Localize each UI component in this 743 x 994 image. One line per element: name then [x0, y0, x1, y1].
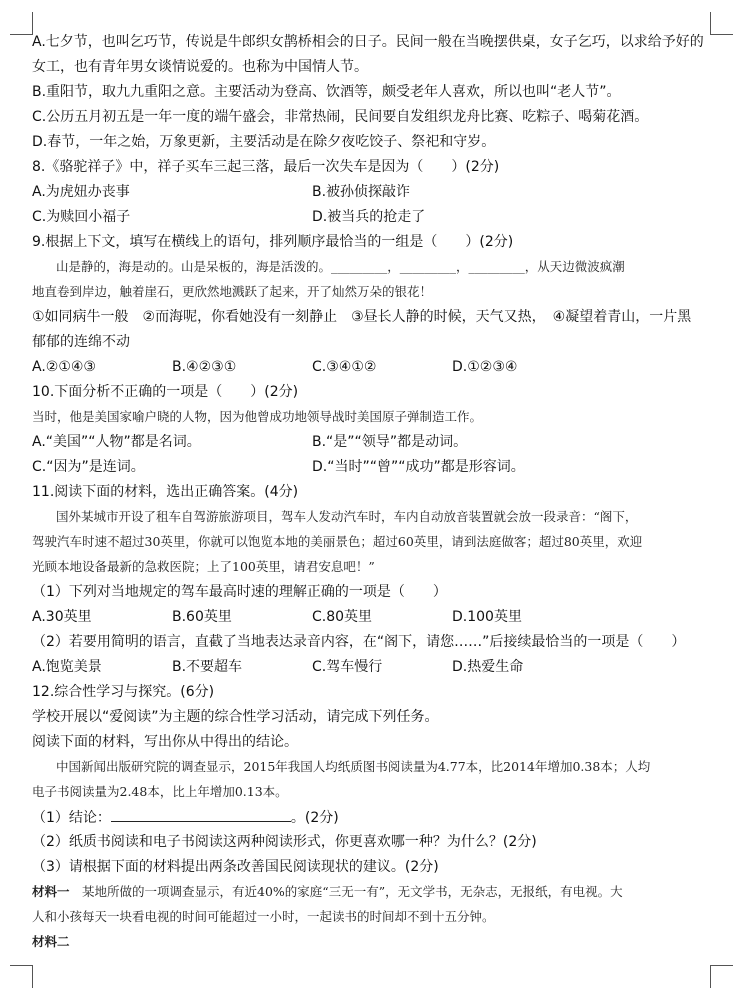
q12-sub1-label: （1）结论： [32, 810, 111, 826]
q10-sentence: 当时，他是美国家喻户晓的人物，因为他曾成功地领导战时美国原子弹制造工作。 [32, 409, 483, 424]
q11-sub2-option-c: C.驾车慢行 [312, 659, 383, 675]
crop-mark-bottom-left [10, 965, 33, 988]
q11-sub1-option-d: D.100英里 [452, 609, 522, 625]
q9-choices-2: 郁郁的连绵不动 [32, 334, 130, 350]
q11-passage-1: 国外某城市开设了租车自驾游旅游项目，驾车人发动汽车时，车内自动放音装置就会放一段录音：“阁下， [56, 509, 638, 524]
q8-option-d: D.被当兵的抢走了 [312, 209, 426, 225]
q9-option-b: B.④②③① [172, 359, 237, 375]
q12-stem: 12.综合性学习与探究。(6分) [32, 684, 215, 700]
q12-sub1 [32, 807, 704, 832]
q9-option-a: A.②①④③ [32, 359, 96, 375]
crop-mark-top-right [710, 12, 733, 35]
q11-sub2-option-b: B.不要超车 [172, 659, 243, 675]
q12-mat1-line2: 人和小孩每天一块看电视的时间可能超过一小时，一起读书的时间却不到十五分钟。 [32, 909, 495, 924]
q11-sub1-option-a: A.30英里 [32, 609, 92, 625]
q11-sub1-option-c: C.80英里 [312, 609, 373, 625]
q12-sub1-points: 。(2分) [290, 810, 339, 826]
q8-stem: 8.《骆驼祥子》中，祥子买车三起三落，最后一次失车是因为（ ）(2分) [32, 159, 500, 175]
q9-choices-1: ①如同病牛一般 ②而海呢，你看她没有一刻静止 ③昼长人静的时候，天气又热， ④凝望着青山，一片黑 [32, 309, 692, 325]
q10-options-row2 [32, 457, 704, 482]
q11-sub2-option-d: D.热爱生命 [452, 659, 524, 675]
q9-option-d: D.①②③④ [452, 359, 518, 375]
q7-option-d: D.春节，一年之始，万象更新，主要活动是在除夕夜吃饺子、祭祀和守岁。 [32, 134, 496, 150]
q10-option-d: D.“当时”“曾”“成功”都是形容词。 [312, 459, 525, 475]
q10-options-row1 [32, 432, 704, 457]
q12-material-2: 电子书阅读量为2.48本，比上年增加0.13本。 [32, 784, 288, 799]
q11-stem: 11.阅读下面的材料，选出正确答案。(4分) [32, 484, 299, 500]
q7-option-b: B.重阳节，取九九重阳之意。主要活动为登高、饮酒等，颇受老年人喜欢，所以也叫“老人节”。 [32, 84, 621, 100]
q8-options-row1 [32, 182, 704, 207]
q11-sub2-option-a: A.饱览美景 [32, 659, 102, 675]
answer-blank[interactable] [111, 807, 291, 822]
q11-passage-2: 驾驶汽车时速不超过30英里，你就可以饱览本地的美丽景色；超过60英里，请到法庭做客；超过80英里，欢迎 [32, 534, 643, 549]
q8-option-b: B.被孙侦探敲诈 [312, 184, 411, 200]
question-content [32, 32, 704, 957]
q9-passage-1: 山是静的，海是动的。山是呆板的，海是活泼的。_________，_________，_________，从天边微波疯潮 [56, 259, 625, 274]
q9-stem: 9.根据上下文，填写在横线上的语句，排列顺序最恰当的一组是（ ）(2分) [32, 234, 514, 250]
q12-sub2: （2）纸质书阅读和电子书阅读这两种阅读形式，你更喜欢哪一种？为什么？(2分) [32, 834, 537, 850]
crop-mark-bottom-right [710, 965, 733, 988]
q7-option-c: C.公历五月初五是一年一度的端午盛会，非常热闹，民间要自发组织龙舟比赛、吃粽子、喝菊花酒。 [32, 109, 649, 125]
q12-task: 阅读下面的材料，写出你从中得出的结论。 [32, 734, 298, 750]
q8-option-c: C.为赎回小福子 [32, 209, 131, 225]
q10-option-c: C.“因为”是连词。 [32, 459, 145, 475]
q12-mat1-line1 [32, 882, 704, 907]
q11-sub1-options [32, 607, 704, 632]
q11-sub2-options [32, 657, 704, 682]
q12-intro: 学校开展以“爱阅读”为主题的综合性学习活动，请完成下列任务。 [32, 709, 439, 725]
q8-option-a: A.为虎妞办丧事 [32, 184, 130, 200]
q12-mat1-label: 材料一 [32, 884, 70, 899]
q11-sub2: （2）若要用简明的语言，直截了当地表达录音内容，在“阁下，请您……”后接续最恰当的一项是（ ） [32, 634, 686, 650]
q7-option-a-cont: 女工，也有青年男女谈情说爱的。也称为中国情人节。 [32, 59, 368, 75]
q11-sub1-option-b: B.60英里 [172, 609, 232, 625]
q7-option-a: A.七夕节，也叫乞巧节，传说是牛郎织女鹊桥相会的日子。民间一般在当晚摆供桌，女子乞巧，以求给予好的 [32, 34, 704, 50]
q11-passage-3: 光顾本地设备最新的急救医院；上了100英里，请君安息吧！” [32, 559, 375, 574]
q12-material-1: 中国新闻出版研究院的调查显示，2015年我国人均纸质图书阅读量为4.77本，比2014年增加0.38本；人均 [56, 759, 651, 774]
q8-options-row2 [32, 207, 704, 232]
q10-stem: 10.下面分析不正确的一项是（ ）(2分) [32, 384, 299, 400]
q9-option-c: C.③④①② [312, 359, 377, 375]
q12-mat1-text: 某地所做的一项调查显示，有近40%的家庭“三无一有”，无文学书，无杂志，无报纸，有电视。大 [69, 884, 623, 899]
q10-option-b: B.“是”“领导”都是动词。 [312, 434, 468, 450]
crop-mark-top-left [10, 12, 33, 35]
q12-mat2-label: 材料二 [32, 934, 70, 949]
q9-options [32, 357, 704, 382]
q12-sub3: （3）请根据下面的材料提出两条改善国民阅读现状的建议。(2分) [32, 859, 439, 875]
q11-sub1: （1）下列对当地规定的驾车最高时速的理解正确的一项是（ ） [32, 584, 447, 600]
q10-option-a: A.“美国”“人物”都是名词。 [32, 434, 201, 450]
q9-passage-2: 地直卷到岸边，触着崖石，更欣然地溅跃了起来，开了灿然万朵的银花！ [32, 284, 433, 299]
